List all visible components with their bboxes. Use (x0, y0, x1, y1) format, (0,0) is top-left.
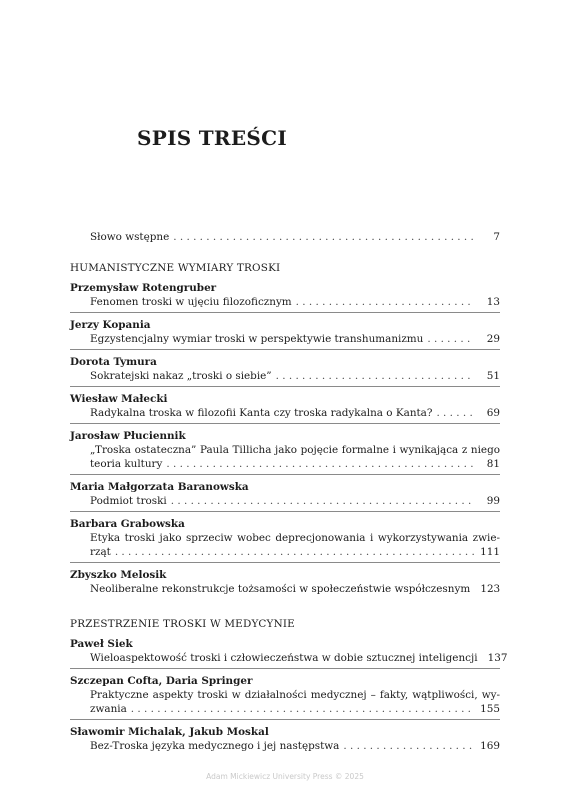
entry-page-number: 99 (486, 495, 500, 507)
entry-title: Egzystencjalny wymiar troski w perspektywie transhumanizmu (90, 333, 424, 345)
entry-title-line (70, 545, 500, 559)
toc-entry[interactable] (70, 637, 508, 669)
entry-author: Dorota Tymura (70, 356, 157, 368)
entry-page-number: 137 (487, 652, 508, 664)
entry-title-line (70, 702, 500, 716)
toc-entry[interactable] (70, 517, 500, 563)
dot-leader (171, 494, 474, 508)
page-title: SPIS TREŚCI (137, 126, 288, 150)
toc-entry[interactable] (70, 725, 500, 756)
dot-leader (166, 457, 474, 471)
entry-page-number: 169 (480, 740, 500, 752)
entry-page-number: 111 (480, 546, 500, 558)
entry-title: Bez-Troska języka medycznego i jej następstwa (90, 740, 340, 752)
section-heading: PRZESTRZENIE TROSKI W MEDYCYNIE (70, 618, 295, 630)
toc-entry[interactable] (70, 480, 500, 512)
entry-title-line (70, 406, 500, 420)
entry-title-line (70, 295, 500, 309)
dot-leader (436, 406, 474, 420)
entry-title-line (70, 582, 500, 596)
entry-page-number: 81 (486, 458, 500, 470)
entry-author: Zbyszko Melosik (70, 569, 167, 581)
entry-page-number: 69 (486, 407, 500, 419)
entry-title-line (70, 332, 500, 346)
entry-title: Neoliberalne rekonstrukcje tożsamości w społeczeństwie współczesnym (90, 583, 471, 595)
toc-entry[interactable] (70, 281, 500, 313)
dot-leader (276, 369, 474, 383)
entry-title: teoria kultury (90, 458, 163, 470)
toc-sections (70, 261, 508, 756)
entry-title-line: Praktyczne aspekty troski w działalności medycznej – fakty, wątpliwości, wy- (90, 689, 500, 701)
entry-page-number: 29 (486, 333, 500, 345)
entry-title-line (70, 369, 500, 383)
entry-title: rząt (90, 546, 111, 558)
dot-leader (427, 332, 474, 346)
entry-author: Jarosław Płuciennik (70, 430, 186, 442)
entry-page-number: 13 (486, 296, 500, 308)
entry-author: Maria Małgorzata Baranowska (70, 481, 249, 493)
entry-title: Radykalna troska w filozofii Kanta czy troska radykalna o Kanta? (90, 407, 433, 419)
toc-entry[interactable] (70, 674, 500, 720)
dot-leader (115, 545, 474, 559)
toc-entry[interactable] (70, 392, 500, 424)
entry-title: zwania (90, 703, 127, 715)
toc-entry[interactable] (70, 355, 500, 387)
entry-author: Szczepan Cofta, Daria Springer (70, 675, 253, 687)
entry-author: Paweł Siek (70, 638, 133, 650)
entry-title-line (70, 457, 500, 471)
entry-page-number: 123 (480, 583, 501, 595)
toc-intro-line[interactable] (70, 230, 500, 244)
entry-title-line (70, 494, 500, 508)
dot-leader (173, 230, 474, 244)
publisher-footer: Adam Mickiewicz University Press © 2025 (206, 772, 364, 781)
entry-title-line (70, 651, 508, 665)
entry-title-line (70, 739, 500, 753)
section-heading: HUMANISTYCZNE WYMIARY TROSKI (70, 262, 281, 274)
toc-intro-page: 7 (493, 231, 500, 243)
entry-author: Przemysław Rotengruber (70, 282, 217, 294)
section-spacer (70, 604, 500, 617)
dot-leader (343, 739, 474, 753)
entry-title: Wieloaspektowość troski i człowieczeństwa w dobie sztucznej inteligencji (90, 652, 478, 664)
entry-title: Fenomen troski w ujęciu filozoficznym (90, 296, 292, 308)
toc-intro-title: Słowo wstępne (90, 231, 170, 243)
entry-author: Wiesław Małecki (70, 393, 168, 405)
entry-author: Jerzy Kopania (70, 319, 151, 331)
dot-leader (131, 702, 474, 716)
toc-entry[interactable] (70, 568, 500, 599)
dot-leader (296, 295, 474, 309)
entry-page-number: 155 (480, 703, 500, 715)
entry-author: Sławomir Michalak, Jakub Moskal (70, 726, 269, 738)
entry-title: Sokratejski nakaz „troski o siebie” (90, 370, 272, 382)
entry-page-number: 51 (486, 370, 500, 382)
entry-title: Podmiot troski (90, 495, 167, 507)
entry-title-line: „Troska ostateczna” Paula Tillicha jako pojęcie formalne i wynikająca z niego (90, 444, 500, 456)
toc-entry[interactable] (70, 429, 500, 475)
entry-author: Barbara Grabowska (70, 518, 185, 530)
entry-title-line: Etyka troski jako sprzeciw wobec deprecjonowania i wykorzystywania zwie- (90, 532, 500, 544)
toc-entry[interactable] (70, 318, 500, 350)
table-of-contents (70, 230, 508, 761)
